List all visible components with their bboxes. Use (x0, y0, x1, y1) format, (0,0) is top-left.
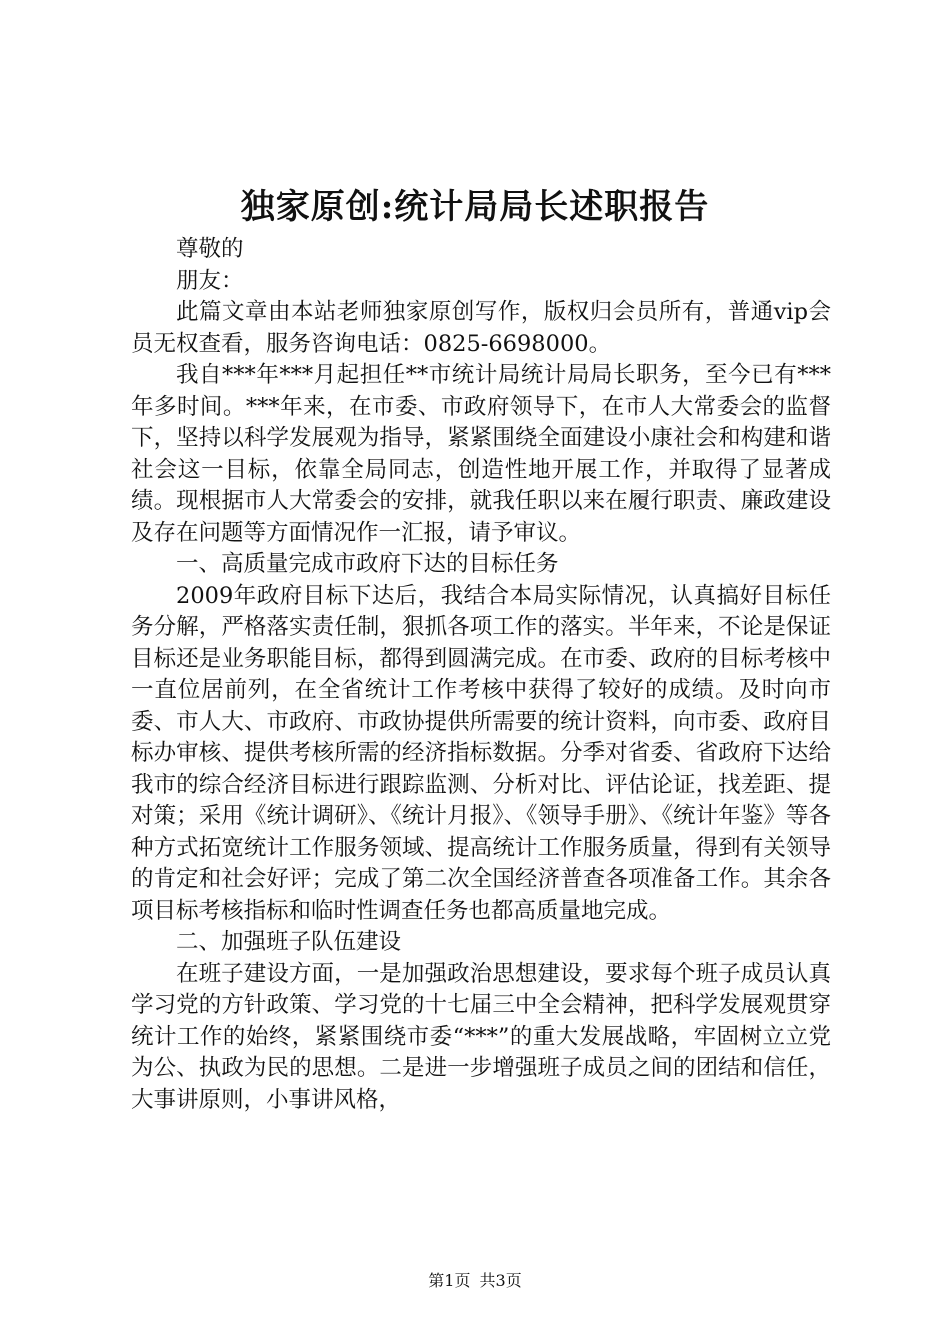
page-number: 第1页 (428, 1271, 471, 1290)
document-body (131, 234, 831, 1116)
document-title: 独家原创:统计局局长述职报告 (240, 187, 710, 227)
section-2-paragraph: 在班子建设方面，一是加强政治思想建设，要求每个班子成员认真学习党的方针政策、学习党的十七届三中全会精神，把科学发展观贯穿统计工作的始终，紧紧围绕市委“***”的重大发展战略，牢固树立立党为公、执政为民的思想。二是进一步增强班子成员之间的团结和信任，大事讲原则，小事讲风格， (131, 960, 831, 1113)
page-total: 共3页 (479, 1271, 522, 1290)
intro-paragraph: 我自***年***月起担任**市统计局统计局局长职务，至今已有***年多时间。***年来，在市委、市政府领导下，在市人大常委会的监督下，坚持以科学发展观为指导，紧紧围绕全面建设小康社会和构建和谐社会这一目标，依靠全局同志，创造性地开展工作，并取得了显著成绩。现根据市人大常委会的安排，就我任职以来在履行职责、廉政建设及存在问题等方面情况作一汇报，请予审议。 (131, 362, 831, 546)
salutation-line-1: 尊敬的 (176, 236, 244, 262)
section-1-paragraph: 2009年政府目标下达后，我结合本局实际情况，认真搞好目标任务分解，严格落实责任制，狠抓各项工作的落实。半年来，不论是保证目标还是业务职能目标，都得到圆满完成。在市委、政府的目标考核中一直位居前列，在全省统计工作考核中获得了较好的成绩。及时向市委、市人大、市政府、市政协提供所需要的统计资料，向市委、政府目标办审核、提供考核所需的经济指标数据。分季对省委、省政府下达给我市的综合经济目标进行跟踪监测、分析对比、评估论证，找差距、提对策；采用《统计调研》、《统计月报》、《领导手册》、《统计年鉴》等各种方式拓宽统计工作服务领域、提高统计工作服务质量，得到有关领导的肯定和社会好评；完成了第二次全国经济普查各项准备工作。其余各项目标考核指标和临时性调查任务也都高质量地完成。 (131, 582, 831, 924)
section-heading-1: 一、高质量完成市政府下达的目标任务 (176, 551, 559, 577)
page-footer (0, 1270, 950, 1292)
salutation-line-2: 朋友： (176, 267, 244, 294)
section-heading-2: 二、加强班子队伍建设 (176, 929, 402, 955)
copyright-notice: 此篇文章由本站老师独家原创写作，版权归会员所有，普通vip会员无权查看，服务咨询电话：0825-6698000。 (131, 299, 831, 357)
